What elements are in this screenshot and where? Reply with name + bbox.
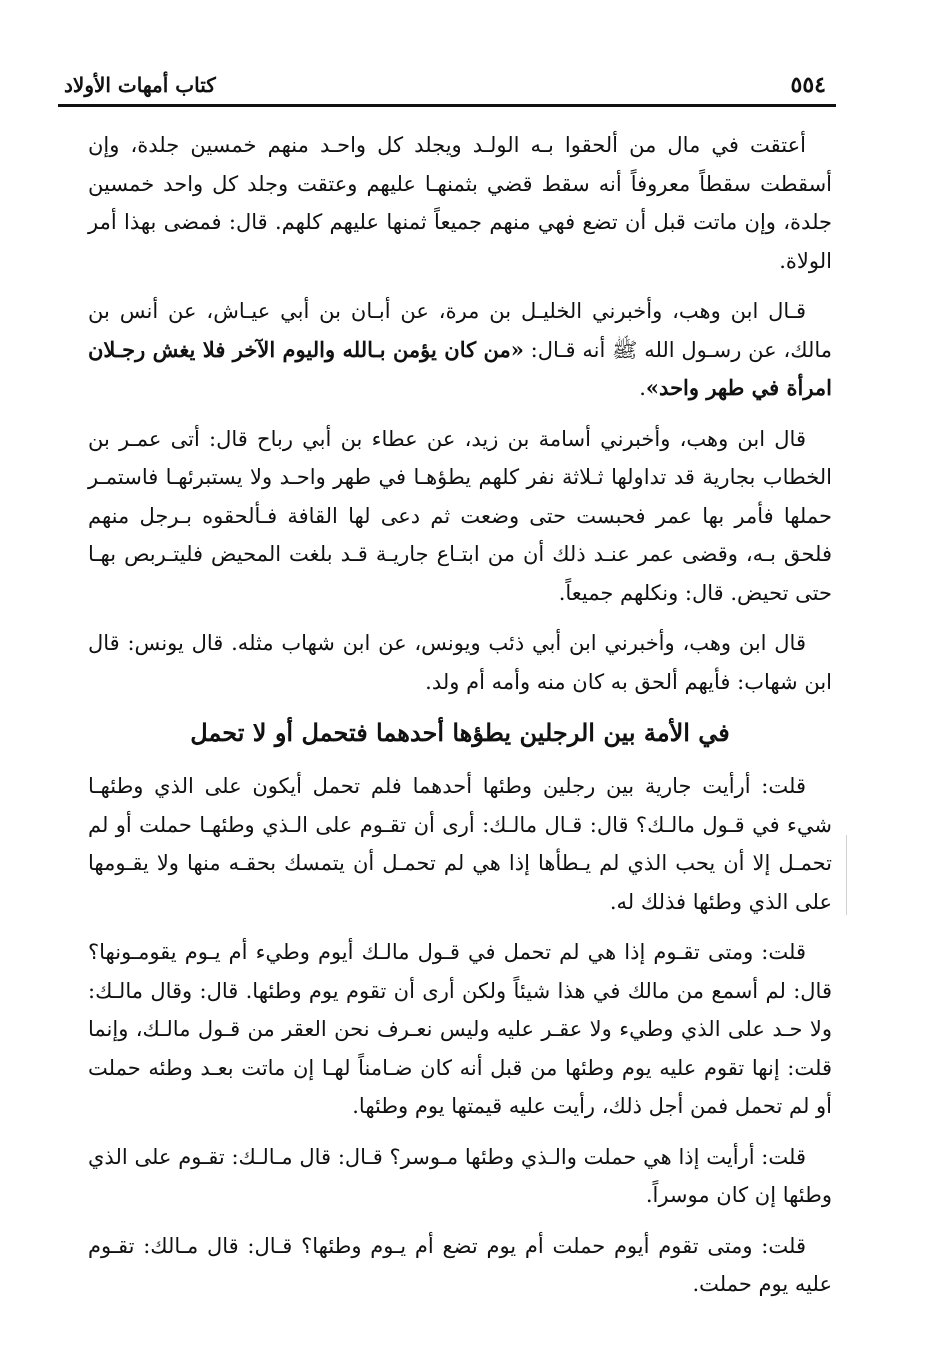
hadith-quote: «من كان يؤمن بـالله واليوم الآخر فلا يغش رجـلان امرأة في طهر واحد»	[88, 336, 832, 400]
paragraph-4: قال ابن وهب، وأخبرني ابن أبي ذئب ويونس، عن ابن شهاب مثله. قال يونس: قال ابن شهاب: فأيهم ألحق به كان منه وأمه أم ولد.	[88, 631, 832, 694]
page-header	[60, 64, 834, 104]
scan-artifact-line	[846, 835, 847, 915]
running-title: كتاب أمهات الأولاد	[64, 73, 216, 97]
paragraph-2-end: .	[639, 376, 646, 400]
page-body	[88, 126, 832, 1316]
header-divider	[58, 104, 836, 107]
section-paragraph-4: قلت: ومتى تقوم أيوم حملت أم يوم تضع أم يـوم وطئها؟ قـال: قال مـالك: تقـوم عليه يوم حملت.	[88, 1233, 832, 1296]
section-heading: في الأمة بين الرجلين يطؤها أحدهما فتحمل أو لا تحمل	[190, 718, 730, 747]
page-number: ٥٥٤	[790, 72, 826, 98]
paragraph-3: قال ابن وهب، وأخبرني أسامة بن زيد، عن عطاء بن أبي رباح قال: أتى عمـر بن الخطاب بجارية قد تداولها ثـلاثة نفر كلهم يطؤهـا في طهر واحـد ولا يستبرئهـا فاستمـر حملها فأمر بها عمر فحبست حتى وضعت ثم دعى لها القافة فـألحقوه بـرجل منهم فلحق بـه، وقضى عمر عنـد ذلك أن من ابتـاع جاريـة قـد بلغت المحيض فليتـربص بهـا حتى تحيض. قال: ونكلهم جميعاً.	[88, 426, 832, 605]
section-paragraph-1: قلت: أرأيت جارية بين رجلين وطئها أحدهما فلم تحمل أيكون على الذي وطئهـا شيء في قـول مالـك؟ قال: قـال مالـك: أرى أن تقـوم على الـذي وطئهـا حملت أو لم تحمـل إلا أن يحب الذي لم يـطأها إذا هي لم تحمـل أن يتمسك بحقـه منها ولا يقـومها على الذي وطئها فذلك له.	[88, 774, 832, 914]
paragraph-1: أعتقت في مال من ألحقوا بـه الولـد ويجلد كل واحـد منهم خمسين جلدة، وإن أسقطت سقطاً معروفاً أنه سقط قضي بثمنهـا عليهم وعتقت وجلد كل واحد خمسين جلدة، وإن ماتت قبل أن تضع فهي منهم جميعاً ثمنها عليهم كلهم. قال: فمضى بهذا أمر الولاة.	[88, 133, 832, 273]
paragraph-2	[88, 292, 832, 408]
paragraph-2-text: قـال ابن وهب، وأخبرني الخليـل بن مرة، عن أبـان بن أبي عيـاش، عن أنس بن مالك، عن رسـول الله ﷺ أنه قـال:	[88, 299, 832, 362]
section-paragraph-2: قلت: ومتى تقـوم إذا هي لم تحمل في قـول مالـك أيوم وطيء أم يـوم يقومـونها؟ قال: لم أسمع من مالك في هذا شيئاً ولكن أرى أن تقوم يوم وطئها. قال: وقال مالـك: ولا حـد على الذي وطيء ولا عقـر عليه وليس نعـرف نحن العقر من قـول مالـك، وإنما قلت: إنها تقوم عليه يوم وطئها من قبل أنه كان ضـامناً لهـا إن ماتت بعـد وطئه حملت أو لم تحمل فمن أجل ذلك، رأيت عليه قيمتها يوم وطئها.	[88, 940, 832, 1118]
section-paragraph-3: قلت: أرأيت إذا هي حملت والـذي وطئها مـوسر؟ قـال: قال مـالـك: تقـوم على الذي وطئها إن كان موسراً.	[88, 1144, 832, 1207]
